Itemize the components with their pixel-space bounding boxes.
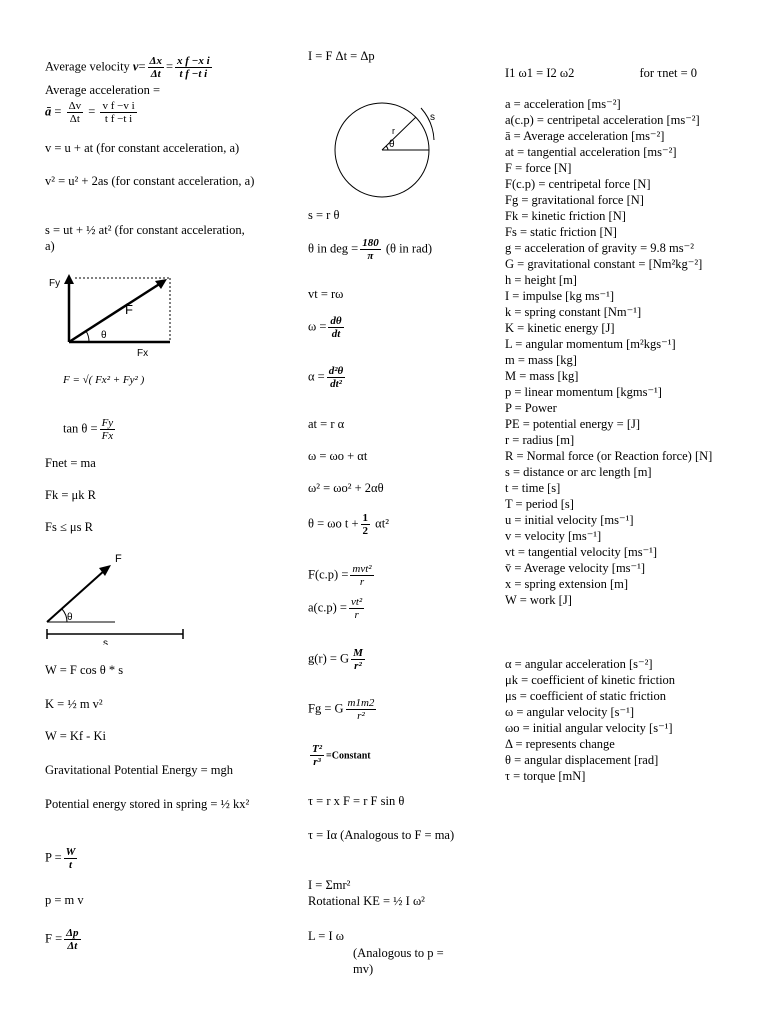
deg-rhs: (θ in rad): [385, 241, 433, 256]
frac-den: r³: [313, 756, 321, 769]
f-net-eq: Fnet = ma: [45, 456, 96, 470]
tan-eq: [63, 417, 117, 442]
definition-line: ā = Average acceleration [ms⁻²]: [505, 129, 665, 143]
definition-line: L = angular momentum [m²kgs⁻¹]: [505, 337, 676, 351]
theta-frac: [361, 512, 371, 537]
definition-line: r = radius [m]: [505, 433, 575, 447]
frac-num: vt²: [350, 596, 363, 608]
omega-lhs: ω =: [308, 319, 327, 334]
definition-line: at = tangential acceleration [ms⁻²]: [505, 145, 677, 159]
omega-eq: [308, 315, 346, 340]
power-frac: [64, 846, 78, 871]
definition-line: p = linear momentum [kgms⁻¹]: [505, 385, 662, 399]
avg-velocity-frac2: [175, 55, 212, 80]
fcp-frac: [350, 563, 373, 588]
angular-momentum-conservation: [505, 65, 697, 81]
displacement-label: s: [103, 638, 108, 645]
frac-num: dθ: [330, 315, 342, 327]
force-label: F: [115, 553, 122, 565]
resultant-eq: F = √( Fx² + Fy² ): [63, 374, 145, 386]
definition-line: v = velocity [ms⁻¹]: [505, 529, 602, 543]
theta-eq: [308, 512, 389, 537]
definition-line: PE = potential energy = [J]: [505, 417, 641, 431]
impulse-eq: I = F Δt = Δp: [308, 49, 375, 63]
frac-num: M: [353, 647, 363, 659]
radius-label: r: [392, 126, 395, 136]
frac-num: mvt²: [352, 563, 372, 575]
definition-line: t = time [s]: [505, 481, 561, 495]
frac-den: dt: [331, 328, 341, 341]
definition-line: Δ = represents change: [505, 737, 615, 751]
power-lhs: P =: [45, 850, 62, 865]
avg-accel-frac1: [67, 100, 84, 125]
moment-of-inertia-eq: I = Σmr²: [308, 878, 351, 892]
tan-lhs: tan θ =: [63, 421, 98, 436]
force-components-diagram: [45, 272, 185, 360]
arc-circle-diagram: [326, 92, 456, 207]
acp-frac: [349, 596, 364, 621]
definition-line: Fs = static friction [N]: [505, 225, 617, 239]
frac-num: v f −v i: [102, 100, 135, 112]
fg-lhs: Fg = G: [308, 701, 344, 716]
frac-num: 180: [362, 237, 379, 249]
deg-lhs: θ in deg =: [308, 241, 359, 256]
gpe-eq: Gravitational Potential Energy = mgh: [45, 763, 234, 777]
definition-line: G = gravitational constant = [Nm²kg⁻²]: [505, 257, 703, 271]
greek-symbol-definitions: [505, 656, 730, 784]
tangential-accel-eq: at = r α: [308, 417, 345, 431]
definition-line: K = kinetic energy [J]: [505, 321, 615, 335]
kepler-eq: [308, 743, 371, 768]
frac-den: t f −t i: [179, 68, 208, 81]
frac-num: Δx: [149, 55, 162, 67]
g-frac: [351, 647, 365, 672]
definition-line: x = spring extension [m]: [505, 577, 629, 591]
kepler-frac: [310, 743, 324, 768]
kepler-rhs: =Constant: [326, 750, 371, 762]
arc-length-label: s: [430, 112, 435, 123]
deg-conversion-eq: [308, 237, 432, 262]
force-momentum-eq: [45, 927, 83, 952]
frac-num: Δv: [68, 100, 82, 112]
definition-line: h = height [m]: [505, 273, 577, 287]
omega-squared-eq: ω² = ωo² + 2αθ: [308, 481, 384, 495]
momentum-eq: p = m v: [45, 893, 84, 907]
definition-line: a(c.p) = centripetal acceleration [ms⁻²]: [505, 113, 700, 127]
centripetal-accel-eq: [308, 596, 366, 621]
definition-line: k = spring constant [Nm⁻¹]: [505, 305, 642, 319]
gravitational-force-eq: [308, 697, 378, 722]
definition-line: θ = angular displacement [rad]: [505, 753, 659, 767]
definition-line: g = acceleration of gravity = 9.8 ms⁻²: [505, 241, 694, 255]
frac-den: r: [354, 609, 359, 622]
g-lhs: g(r) = G: [308, 651, 350, 666]
frac-num: d²θ: [328, 365, 344, 377]
kinetic-energy-eq: K = ½ m v²: [45, 697, 103, 711]
arc-eq: s = r θ: [308, 208, 340, 222]
torque-alpha-eq: τ = Iα (Analogous to F = ma): [308, 828, 455, 842]
frac-den: dt²: [330, 378, 342, 391]
power-eq: [45, 846, 79, 871]
definition-line: v̄ = Average velocity [ms⁻¹]: [505, 561, 646, 575]
avg-velocity-frac1: [148, 55, 164, 80]
fy-label: Fy: [49, 278, 61, 289]
frac-num: x f −x i: [177, 55, 210, 67]
tangential-velocity-eq: vt = rω: [308, 287, 344, 301]
theta-label: θ: [101, 330, 107, 341]
avg-accel-eq: ā = $\frac{\Delta v}{\Delta t}$ = $\frac{\text{v f −v i}}{\text{t f −t i}}$: [45, 100, 135, 126]
angular-momentum-eq: L = I ω: [308, 929, 344, 943]
definition-line: M = mass [kg]: [505, 369, 579, 383]
omega-frac: [328, 315, 343, 340]
definition-line: ω = angular velocity [s⁻¹]: [505, 705, 635, 719]
acp-lhs: a(c.p) =: [308, 600, 347, 615]
angular-momentum-note: (Analogous to p = mv): [353, 946, 444, 976]
f-kinetic-eq: Fk = μk R: [45, 488, 96, 502]
fx-label: Fx: [137, 348, 149, 359]
work-eq: W = F cos θ * s: [45, 663, 124, 677]
centripetal-force-eq: [308, 563, 376, 588]
work-diagram: [45, 550, 195, 645]
definition-line: W = work [J]: [505, 593, 572, 607]
definition-line: Fk = kinetic friction [N]: [505, 209, 626, 223]
omega-time-eq: ω = ωo + αt: [308, 449, 368, 463]
frac-den: Fx: [101, 430, 114, 443]
theta-lhs: θ = ωo t +: [308, 516, 359, 531]
frac-den: r: [359, 576, 365, 589]
alpha-eq: [308, 365, 347, 390]
frac-num: W: [65, 846, 76, 858]
rotational-ke-eq: Rotational KE = ½ I ω²: [308, 894, 425, 908]
frac-den: 2: [362, 525, 369, 538]
frac-den: Δt: [150, 68, 161, 81]
deg-frac: [360, 237, 381, 262]
fcp-lhs: F(c.p) =: [308, 567, 349, 582]
definition-line: s = distance or arc length [m]: [505, 465, 652, 479]
conservation-eq: I1 ω1 = I2 ω2: [505, 66, 575, 80]
frac-den: t: [69, 859, 73, 872]
frac-den: Δt: [67, 940, 78, 953]
definition-line: μs = coefficient of static friction: [505, 689, 667, 703]
frac-num: Fy: [101, 417, 114, 429]
alpha-frac: [327, 365, 346, 390]
avg-velocity-label: Average velocity: [45, 59, 130, 74]
definition-line: F = force [N]: [505, 161, 572, 175]
frac-num: Δp: [66, 927, 79, 939]
definition-line: ωo = initial angular velocity [s⁻¹]: [505, 721, 673, 735]
definition-line: Fg = gravitational force [N]: [505, 193, 644, 207]
frac-num: 1: [362, 512, 369, 524]
frac-den: Δt: [69, 113, 80, 126]
definition-line: a = acceleration [ms⁻²]: [505, 97, 621, 111]
force-frac: [64, 927, 80, 952]
frac-den: r²: [354, 660, 362, 673]
fg-frac: [346, 697, 377, 722]
definition-line: μk = coefficient of kinetic friction: [505, 673, 676, 687]
definition-line: T = period [s]: [505, 497, 574, 511]
circle-theta-label: θ: [389, 139, 395, 150]
definition-line: P = Power: [505, 401, 557, 415]
work-energy-eq: W = Kf - Ki: [45, 729, 106, 743]
definition-line: u = initial velocity [ms⁻¹]: [505, 513, 634, 527]
angle-label: θ: [67, 612, 73, 623]
f-label: F: [125, 302, 133, 317]
spring-pe-eq: Potential energy stored in spring = ½ kx²: [45, 797, 250, 811]
frac-num: T²: [312, 743, 323, 755]
eq-s: s = ut + ½ at² (for constant acceleration, a): [45, 223, 245, 253]
avg-velocity-eq: Average velocity v= $\frac{\Delta x}{\Delta t}$ = $\frac{\text{x f −x i}}{\text{t f −t i}}$: [45, 55, 210, 81]
definition-line: vt = tangential velocity [ms⁻¹]: [505, 545, 658, 559]
frac-den: π: [367, 250, 374, 263]
definition-line: α = angular acceleration [s⁻²]: [505, 657, 653, 671]
symbol-definitions: [505, 96, 730, 608]
conservation-condition: for τnet = 0: [639, 66, 698, 80]
torque-eq: τ = r x F = r F sin θ: [308, 794, 405, 808]
f-static-eq: Fs ≤ μs R: [45, 520, 93, 534]
eq-v2: v² = u² + 2as (for constant acceleration, a): [45, 174, 255, 188]
definition-line: I = impulse [kg ms⁻¹]: [505, 289, 615, 303]
definition-line: m = mass [kg]: [505, 353, 577, 367]
frac-den: r²: [357, 710, 365, 723]
definition-line: τ = torque [mN]: [505, 769, 586, 783]
alpha-lhs: α =: [308, 369, 325, 384]
definition-line: R = Normal force (or Reaction force) [N]: [505, 449, 713, 463]
avg-accel-frac2: [100, 100, 136, 125]
avg-accel-label: Average acceleration =: [45, 83, 161, 97]
theta-rhs: αt²: [375, 516, 389, 531]
tan-frac: [100, 417, 116, 442]
definition-line: F(c.p) = centripetal force [N]: [505, 177, 651, 191]
eq-v: v = u + at (for constant acceleration, a): [45, 141, 240, 155]
gravity-field-eq: [308, 647, 367, 672]
force-lhs: F =: [45, 931, 63, 946]
frac-den: t f −t i: [104, 113, 133, 126]
frac-num: m1m2: [347, 697, 375, 709]
